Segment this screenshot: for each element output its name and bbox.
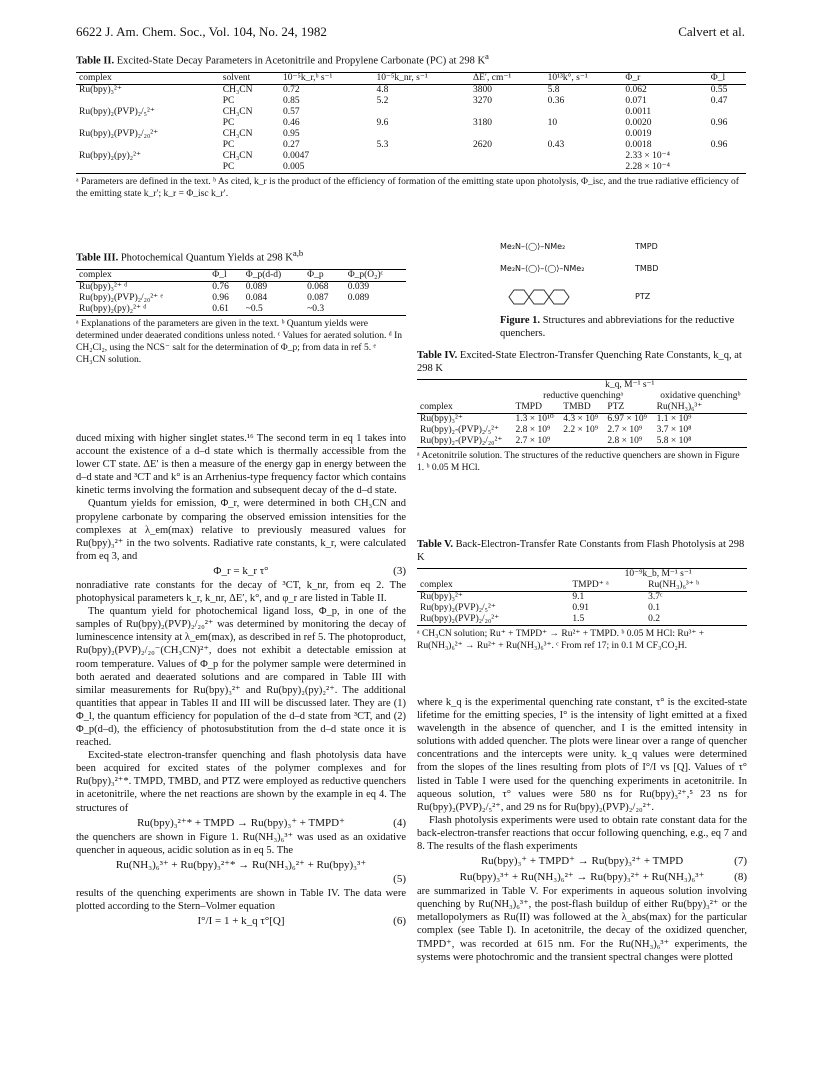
table-cell: 0.0019 — [625, 128, 652, 139]
table-cell: Ru(bpy)₂(PVP)₂/₅²⁺ — [420, 603, 496, 613]
table-cell: Ru(bpy)₂(py)₂²⁺ — [79, 150, 141, 161]
column-header: solvent — [222, 72, 251, 83]
column-header: Φ_p — [307, 269, 324, 280]
equation-8: Ru(bpy)₃³⁺ + Ru(NH₃)₆²⁺ → Ru(bpy)₃²⁺ + Ru(NH₃)₆³⁺ (8) — [459, 871, 747, 884]
table-cell: 10 — [547, 117, 558, 128]
table-cell — [470, 129, 545, 140]
table-cell: 0.0018 — [625, 139, 652, 150]
table-4-caption: Table IV. Excited-State Electron-Transfer Quenching Rate Constants, k_q, at 298 K — [417, 350, 742, 374]
table-row — [76, 129, 746, 140]
table-cell — [76, 140, 220, 151]
table-cell: 0.72 — [283, 84, 300, 95]
table-cell — [708, 129, 746, 140]
table-cell: 5.3 — [376, 139, 389, 150]
table-row — [417, 603, 747, 614]
column-header: complex — [420, 580, 453, 590]
column-header: Φ_p(d-d) — [245, 269, 282, 280]
paragraph: duced mixing with higher singlet states.¹⁶ The second term in eq 1 takes into account the existence of a d–d state which is thermally accessible from the lower CT state. ΔE′ is then a measure of the energy gap in energy between the d–d state and ³CT and k° is an Arrhenius-type frequency factor which contains kinetic terms involving the formation and subsequent decay of the d–d state. — [76, 433, 406, 497]
table-cell: ~0.5 — [245, 303, 263, 314]
table-cell: PC — [222, 139, 235, 150]
table-cell — [470, 107, 545, 118]
paragraph: The quantum yield for photochemical ligand loss, Φ_p, in one of the samples of Ru(bpy)₂(PVP)₂/₂₀²⁺ was determined by monitoring the decay of luminescence intensity at λ_em(max), as described in ref 5. The photoproduct, Ru(bpy)₂(PVP)₂/₂₀⁻(CH₃CN)²⁺, does not exhibit a detectable emission at room temperature. Values of Φ_p for the polymer sample were determined in both aerated and deaerated solutions and are compared in Table III with similar measurements for Ru(bpy)₃²⁺ and Ru(bpy)₂(py)₂²⁺. The additional quantities that appear in Tables II and III will be discussed later. They are (1) Φ_l, the quantum efficiency for population of the d–d state from ³CT, and (2) Φ_p(d–d), the efficiency of photosubstitution from the d–d state once it is reached. — [76, 606, 406, 749]
table-cell: 2.28 × 10⁻⁴ — [625, 161, 670, 172]
table-cell: 2.2 × 10⁹ — [563, 425, 599, 435]
table-row — [76, 162, 746, 174]
column-header: TMPD⁺ ᵃ — [572, 580, 609, 590]
table-cell: PC — [222, 117, 235, 128]
table-row — [76, 118, 746, 129]
column-header: Φ_l — [710, 72, 726, 83]
structure-tmbd: Me₂N–⟨◯⟩–⟨◯⟩–NMe₂ TMBD — [500, 264, 659, 273]
table-cell — [76, 162, 220, 174]
paragraph: results of the quenching experiments are shown in Table IV. The data were plotted according to the Stern–Volmer equation — [76, 887, 406, 912]
table-row — [417, 436, 747, 448]
table-cell: Ru(bpy)₃²⁺ — [420, 414, 463, 424]
table-4-footnote: ᵃ Acetonitrile solution. The structures of the reductive quenchers are shown in Figure 1. ᵇ 0.05 M HCl. — [417, 451, 740, 473]
table-cell: 0.0047 — [283, 150, 310, 161]
table-cell — [374, 129, 471, 140]
table-cell: 0.61 — [212, 303, 229, 314]
table-cell: 0.2 — [648, 614, 661, 624]
table-cell — [345, 304, 406, 316]
table-cell — [545, 129, 623, 140]
column-header: TMBD — [563, 402, 591, 412]
table-cell: CH₃CN — [222, 128, 253, 139]
table-cell: 0.46 — [283, 117, 300, 128]
paragraph: nonradiative rate constants for the decay of ³CT, k_nr, from eq 2. The photophysical parameters k_r, k_nr, ΔE′, k°, and φ_r are listed in Table II. — [76, 579, 406, 605]
table-cell — [708, 151, 746, 162]
table-row — [417, 414, 747, 426]
table-cell: Ru(bpy)₃²⁺ ᵈ — [79, 281, 128, 292]
figure-1 — [500, 242, 750, 340]
table-cell: Ru(bpy)₃²⁺ — [420, 592, 463, 602]
table-cell: 0.55 — [710, 84, 728, 95]
table-cell: 0.039 — [347, 281, 370, 292]
table-cell: 0.084 — [245, 292, 268, 303]
equation-3: Φ_r = k_r τ° (3) — [213, 564, 406, 577]
table-cell: 0.36 — [547, 95, 565, 106]
table-cell: 0.068 — [307, 281, 329, 292]
table-cell: 0.57 — [283, 106, 300, 117]
table-cell: 0.071 — [625, 95, 647, 106]
table-cell: Ru(bpy)₂(PVP)₂/₂₀²⁺ — [420, 614, 500, 624]
table-cell: 3270 — [473, 95, 493, 106]
author-running-head: Calvert et al. — [678, 24, 745, 39]
table-cell: 0.96 — [710, 117, 728, 128]
table-cell: 3800 — [473, 84, 493, 95]
paragraph: Quantum yields for emission, Φ_r, were determined in both CH₃CN and propylene carbonate by comparing the observed emission intensities for the complexes at λ_em(max) relative to previously measured values for Ru(bpy)₃²⁺ in the two solvents. Radiative rate constants, k_r, were calculated from eq 3, and — [76, 498, 406, 562]
table-cell: CH₃CN — [222, 150, 253, 161]
table-cell: 0.0020 — [625, 117, 652, 128]
table-cell: PC — [222, 161, 235, 172]
column-header: Φ_r — [625, 72, 641, 83]
phenothiazine-structure-icon — [500, 286, 610, 308]
table-cell — [76, 96, 220, 107]
table-row — [417, 592, 747, 604]
table-cell: 4.3 × 10⁹ — [563, 414, 599, 424]
table-cell: Ru(bpy)₂(PVP)₂/₅²⁺ — [79, 106, 155, 117]
table-cell: 9.6 — [376, 117, 389, 128]
table-cell: 5.8 × 10⁸ — [656, 436, 692, 446]
table-5-caption: Table V. Back-Electron-Transfer Rate Constants from Flash Photolysis at 298 K — [417, 539, 745, 563]
column-header: complex — [420, 402, 453, 412]
table-cell: 2.7 × 10⁹ — [515, 436, 551, 446]
table-cell: 3.7ᶜ — [648, 592, 663, 602]
table-cell — [470, 151, 545, 162]
table-cell — [708, 107, 746, 118]
table-cell — [560, 436, 604, 448]
table-row — [76, 96, 746, 107]
table-cell: 0.85 — [283, 95, 300, 106]
table-cell: 4.8 — [376, 84, 389, 95]
table-cell: 0.005 — [283, 161, 305, 172]
column-header: Ru(NH₃)₆³⁺ ᵇ — [648, 580, 700, 590]
table-2-caption: Table II. Excited-State Decay Parameters in Acetonitrile and Propylene Carbonate (PC) at 298 $K^a$ — [76, 51, 489, 67]
table-cell: 0.27 — [283, 139, 300, 150]
table-cell: 2620 — [473, 139, 493, 150]
table-3 — [76, 247, 406, 366]
paragraph: Flash photolysis experiments were used to obtain rate constant data for the back-electron-transfer reactions that occur following quenching, e.g., eq 7 and 8. The results of the flash experiments — [417, 814, 747, 853]
table-cell — [374, 107, 471, 118]
table-row — [76, 281, 406, 293]
table-cell: 0.47 — [710, 95, 728, 106]
column-header: 10⁻⁵k_nr, s⁻¹ — [376, 72, 428, 83]
table-cell: 0.0011 — [625, 106, 652, 117]
table-cell: Ru(bpy)₃²⁺ — [79, 84, 122, 95]
column-header: complex — [79, 269, 112, 280]
left-column-text — [76, 432, 406, 929]
column-header: Φ_p(O₂)ᶜ — [347, 269, 384, 280]
journal-citation: 6622 J. Am. Chem. Soc., Vol. 104, No. 24, 1982 — [76, 24, 327, 39]
table-row — [76, 304, 406, 316]
table-5-footnote: ᵃ CH₃CN solution; Ru⁺ + TMPD⁺ → Ru²⁺ + TMPD. ᵇ 0.05 M HCl: Ru³⁺ + Ru(NH₃)₆²⁺ → Ru²⁺ + Ru(NH₃)₆³⁺. ᶜ From ref 17; in 0.1 M CF₃CO₂H. — [417, 629, 705, 651]
table-cell: 0.96 — [212, 292, 229, 303]
table-cell — [374, 162, 471, 174]
equation-6: I°/I = 1 + k_q τ°[Q] (6) — [197, 915, 406, 927]
column-header: 10⁻⁵k_r,ᵇ s⁻¹ — [283, 72, 333, 83]
table-cell: PC — [222, 95, 235, 106]
column-header: ΔE′, cm⁻¹ — [473, 72, 512, 83]
table-cell: 3.7 × 10⁸ — [656, 425, 692, 435]
table-2 — [76, 50, 746, 200]
table-row — [76, 84, 746, 96]
table-cell: CH₃CN — [222, 106, 253, 117]
table-cell: 0.76 — [212, 281, 229, 292]
table-cell: 2.8 × 10⁹ — [607, 436, 643, 446]
table-cell: 6.97 × 10⁹ — [607, 414, 647, 424]
table-3-footnote: ᵃ Explanations of the parameters are given in the text. ᵇ Quantum yields were determined under deaerated conditions unless noted. ᶜ Values for aerated solution. ᵈ In CH₂Cl₂, using the NCS⁻ salt for the determination of Φ_p; from data in ref 5. ᵉ CH₃CN solution. — [76, 318, 403, 365]
equation-7: Ru(bpy)₃⁺ + TMPD⁺ → Ru(bpy)₃²⁺ + TMPD (7) — [480, 855, 747, 868]
paragraph: are summarized in Table V. For experiments in aqueous solution involving quenching by Ru(NH₃)₆³⁺, the post-flash buildup of either Ru(bpy)₃²⁺ or the metallopolymers as Ru(II) was followed at the λ_abs(max) for the particular complex (see Table I). In acetonitrile, the decay of the oxidized quencher, TMPD⁺, was recorded at 615 nm. For the Ru(NH₃)₆³⁺ experiments, the systems were photochromic and the transient spectral changes were plotted — [417, 886, 747, 963]
table-cell: 1.3 × 10¹⁰ — [515, 414, 554, 424]
table-cell: Ru(bpy)₂(PVP)₂/₂₀²⁺ — [79, 128, 159, 139]
figure-1-caption: Figure 1. Structures and abbreviations for the reductive quenchers. — [500, 315, 735, 339]
table-cell: 5.2 — [376, 95, 389, 106]
table-2-footnote: ᵃ Parameters are defined in the text. ᵇ As cited, k_r is the product of the efficiency of formation of the emitting state upon photolysis, Φ_isc, and the true radiative efficiency of the emitting state k_r′; k_r = Φ_isc k_r′. — [76, 176, 739, 199]
table-row — [76, 140, 746, 151]
paragraph: Excited-state electron-transfer quenching and flash photolysis data have been acquired for excited states of the polymer complexes and for Ru(bpy)₃²⁺*. TMPD, TMBD, and PTZ were employed as reductive quenchers in acetonitrile, where the net reactions are shown by the example in eq 4. The structures of — [76, 750, 406, 814]
table-cell — [708, 162, 746, 174]
table-row — [417, 614, 747, 626]
column-header: PTZ — [607, 402, 625, 412]
table-row — [76, 107, 746, 118]
paragraph: the quenchers are shown in Figure 1. Ru(NH₃)₆³⁺ was used as an oxidative quencher in aqueous, acidic solution as in eq 5. The — [76, 831, 406, 856]
right-column-text — [417, 696, 747, 964]
column-header: complex — [79, 72, 112, 83]
table-cell: 0.91 — [572, 603, 589, 613]
table-5 — [417, 538, 747, 652]
table-cell: 0.95 — [283, 128, 300, 139]
table-cell: 0.43 — [547, 139, 565, 150]
table-cell: Ru(bpy)₂-(PVP)₂/₅²⁺ — [420, 425, 500, 435]
table-cell — [545, 151, 623, 162]
table-cell — [545, 107, 623, 118]
table-cell: Ru(bpy)₂(py)₂²⁺ ᵈ — [79, 303, 147, 314]
table-4 — [417, 349, 747, 474]
table-cell: 0.062 — [625, 84, 647, 95]
table-cell: 0.089 — [245, 281, 268, 292]
table-cell: 2.33 × 10⁻⁴ — [625, 150, 670, 161]
table-cell: 2.8 × 10⁹ — [515, 425, 551, 435]
table-cell: 2.7 × 10⁹ — [607, 425, 643, 435]
table-cell: 3180 — [473, 117, 493, 128]
table-cell: CH₃CN — [222, 84, 253, 95]
column-header: Φ_l — [212, 269, 227, 280]
table-cell: 0.089 — [347, 292, 370, 303]
table-cell: 0.087 — [307, 292, 329, 303]
table-3-caption: Table III. Photochemical Quantum Yields at 298 K$^{a,b}$ — [76, 248, 304, 264]
column-header: Ru(NH₃)₆³⁺ — [656, 402, 703, 412]
table-cell — [374, 151, 471, 162]
column-header: 10¹³k°, s⁻¹ — [547, 72, 588, 83]
table-row — [76, 151, 746, 162]
table-cell: 0.1 — [648, 603, 661, 613]
table-cell: 1.1 × 10⁹ — [656, 414, 692, 424]
table-cell: 5.8 — [547, 84, 560, 95]
table-cell: ~0.3 — [307, 303, 325, 314]
table-cell: 0.96 — [710, 139, 728, 150]
column-header: TMPD — [515, 402, 542, 412]
structure-tmpd: Me₂N–⟨◯⟩–NMe₂ TMPD — [500, 242, 658, 251]
table-cell: Ru(bpy)₂-(PVP)₂/₂₀²⁺ — [420, 436, 503, 446]
table-cell — [76, 118, 220, 129]
table-row — [417, 425, 747, 436]
table-cell: 9.1 — [572, 592, 585, 602]
table-cell — [470, 162, 545, 174]
equation-5: Ru(NH₃)₆³⁺ + Ru(bpy)₃²⁺* → Ru(NH₃)₆²⁺ + Ru(bpy)₃³⁺ (5) — [115, 858, 406, 885]
table-2-grid — [76, 72, 746, 174]
table-cell: Ru(bpy)₂(PVP)₂/₂₀²⁺ ᵉ — [79, 292, 163, 303]
table-5-grid: 10⁻⁹k_b, M⁻¹ s⁻¹ complex TMPD⁺ ᵃ Ru(NH₃)₆³⁺ ᵇ Ru(bpy)₃²⁺ 9.1 3.7ᶜ Ru(bpy)₂(PVP)₂/₅²⁺ 0.91 0.1 Ru(bpy)₂(PVP)₂/₂₀²⁺ 1.5 0.2 — [417, 568, 747, 626]
equation-4: Ru(bpy)₃²⁺* + TMPD → Ru(bpy)₃⁺ + TMPD⁺ (4) — [137, 816, 406, 829]
structure-ptz: PTZ — [500, 286, 750, 312]
table-row — [76, 293, 406, 304]
table-4-grid: k_q, M⁻¹ s⁻¹ reductive quenchingᵃ oxidative quenchingᵇ complex TMPD TMBD PTZ Ru(NH₃)₆³⁺ Ru(bpy)₃²⁺ 1.3 × 10¹⁰ 4.3 × 10⁹ 6.97 × 10⁹ 1.1 × 10⁹ Ru(bpy)₂-(PVP)₂/₅²⁺ 2.8 × 10⁹ 2.2 × 10⁹ 2.7 × 10⁹ 3.7 × 10⁸ Ru(bpy)₂-(PVP)₂/₂₀²⁺ 2.7 × 10⁹ 2.8 × 10⁹ 5.8 × 10⁸ — [417, 379, 747, 448]
paragraph: where k_q is the experimental quenching rate constant, τ° is the excited-state lifetime for the emitting species, I° is the intensity of light emitted at a fixed wavelength in the absence of quencher, and I is the emitted intensity in solutions with added quencher. The plots were linear over a range of quencher concentrations and the intercepts were unity. k_q values were determined from the slopes of the lines resulting from plots of I°/I vs [Q]. Values of τ° listed in Table I were used for the quenching experiments in acetonitrile. In aqueous solution, τ° values were 580 ns for Ru(bpy)₃²⁺,⁵ 23 ns for Ru(bpy)₂(PVP)₂/₅²⁺, and 29 ns for Ru(bpy)₂(PVP)₂/₂₀²⁺. — [417, 697, 747, 813]
table-cell: 1.5 — [572, 614, 585, 624]
table-cell — [545, 162, 623, 174]
table-3-grid — [76, 269, 406, 316]
